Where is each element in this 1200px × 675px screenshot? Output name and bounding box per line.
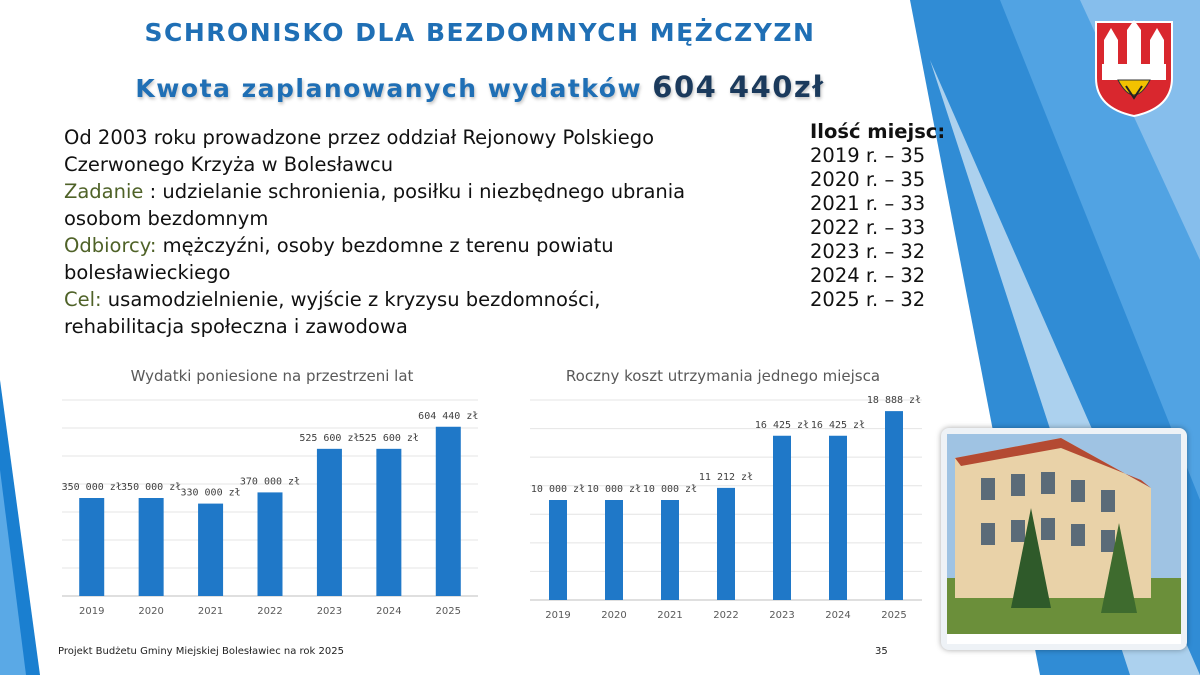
slide-title: SCHRONISKO DLA BEZDOMNYCH MĘŻCZYZN	[144, 18, 816, 47]
data-label: 350 000 zł	[121, 482, 182, 493]
task-label: Zadanie	[64, 180, 144, 203]
places-row: 2024 r. – 32	[810, 264, 926, 287]
data-label: 10 000 zł	[586, 484, 642, 495]
recipients-line-2: bolesławieckiego	[64, 261, 231, 284]
bar-2020	[605, 500, 623, 600]
intro-line-2: Czerwonego Krzyża w Bolesławcu	[64, 153, 394, 176]
x-tick-label: 2021	[657, 610, 683, 621]
x-tick-label: 2020	[601, 610, 627, 621]
page-number: 35	[875, 646, 888, 657]
places-row: 2022 r. – 33	[810, 216, 926, 239]
data-label: 10 000 zł	[530, 484, 586, 495]
subtitle-prefix: Kwota zaplanowanych wydatków	[135, 74, 643, 103]
recipients-text-1: mężczyźni, osoby bezdomne z terenu powiatu	[156, 234, 614, 257]
x-tick-label: 2025	[881, 610, 907, 621]
places-row: 2023 r. – 32	[810, 240, 926, 263]
recipients-label: Odbiorcy:	[64, 234, 157, 257]
data-label: 370 000 zł	[239, 476, 301, 488]
chart-2-title: Roczny koszt utrzymania jednego miejsca	[565, 367, 881, 385]
goal-line-2: rehabilitacja społeczna i zawodowa	[64, 315, 408, 338]
bar-2022	[717, 488, 735, 600]
data-label: 18 888 zł	[866, 395, 922, 407]
goal-text-1: usamodzielnienie, wyjście z kryzysu bezdomności,	[101, 288, 601, 311]
building-illustration	[941, 428, 1187, 650]
bar-2024	[829, 436, 847, 600]
chart-1-title: Wydatki poniesione na przestrzeni lat	[130, 367, 414, 385]
bar-2023	[773, 436, 791, 600]
goal-label: Cel:	[64, 288, 102, 311]
data-label: 11 212 zł	[698, 471, 754, 483]
x-tick-label: 2024	[376, 606, 402, 617]
footer-text: Projekt Budżetu Gminy Miejskiej Bolesławiec na rok 2025	[58, 646, 344, 657]
x-tick-label: 2019	[78, 606, 105, 617]
planned-amount: 604 440zł	[652, 70, 825, 104]
x-tick-label: 2020	[138, 606, 164, 617]
data-label: 330 000 zł	[180, 487, 241, 499]
data-label: 10 000 zł	[642, 484, 698, 495]
task-text-1: : udzielanie schronienia, posiłku i niezbędnego ubrania	[143, 180, 686, 203]
places-row: 2019 r. – 35	[810, 144, 926, 167]
task-line-2: osobom bezdomnym	[64, 207, 269, 230]
x-tick-label: 2019	[545, 610, 571, 621]
places-heading: Ilość miejsc:	[810, 120, 946, 143]
x-tick-label: 2023	[316, 606, 343, 617]
places-row: 2021 r. – 33	[810, 192, 926, 215]
data-label: 350 000 zł	[61, 482, 122, 493]
data-label: 604 440 zł	[418, 410, 479, 422]
data-label: 16 425 zł	[810, 419, 866, 431]
x-tick-label: 2022	[713, 610, 739, 621]
x-tick-label: 2021	[197, 606, 224, 617]
places-row: 2020 r. – 35	[810, 168, 926, 191]
data-label: 525 600 zł	[358, 432, 419, 444]
x-tick-label: 2025	[435, 606, 462, 617]
places-row: 2025 r. – 32	[810, 288, 926, 311]
bar-2025	[885, 411, 903, 600]
data-label: 525 600 zł	[299, 432, 360, 444]
data-label: 16 425 zł	[754, 419, 810, 431]
x-tick-label: 2022	[257, 606, 283, 617]
bar-2021	[661, 500, 679, 600]
bar-2019	[549, 500, 567, 600]
shelter-building-photo	[941, 428, 1187, 650]
x-tick-label: 2023	[769, 610, 795, 621]
intro-line-1: Od 2003 roku prowadzone przez oddział Rejonowy Polskiego	[64, 126, 655, 149]
x-tick-label: 2024	[825, 610, 851, 621]
